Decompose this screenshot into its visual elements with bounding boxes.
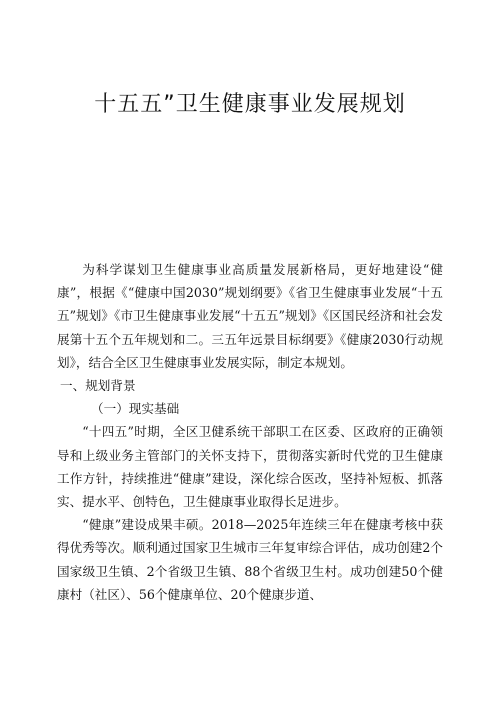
document-body (57, 258, 443, 606)
paragraph-14th-five-year: “十四五”时期，全区卫健系统干部职工在区委、区政府的正确领导和上级业务主管部门的关怀支持下，贯彻落实新时代党的卫生健康工作方针，持续推进“健康”建设，深化综合医改，坚持补短板、抓落实、提水平、创特色，卫生健康事业取得长足进步。 (57, 424, 443, 510)
subsection-heading-current-basis: （一）现实基础 (91, 401, 180, 417)
document-title: 十五五”卫生健康事业发展规划 (94, 92, 406, 117)
section-heading-background: 一、规划背景 (60, 378, 136, 394)
paragraph-health-achievements: “健康”建设成果丰硕。2018—2025年连续三年在健康考核中获得优秀等次。顺利通过国家卫生城市三年复审综合评估，成功创建2个国家级卫生镇、2个省级卫生镇、88个省级卫生村。成功创建50个健康村（社区）、56个健康单位、20个健康步道、 (57, 517, 443, 602)
intro-paragraph: 为科学谋划卫生健康事业高质量发展新格局，更好地建设“健康”，根据《“健康中国2030”规划纲要》《省卫生健康事业发展“十五五”规划》《市卫生健康事业发展“十五五”规划》《区国民经济和社会发展第十五个五年规划和二。三五年远景目标纲要》《健康2030行动规划》，结合全区卫生健康事业发展实际，制定本规划。 (57, 262, 443, 370)
